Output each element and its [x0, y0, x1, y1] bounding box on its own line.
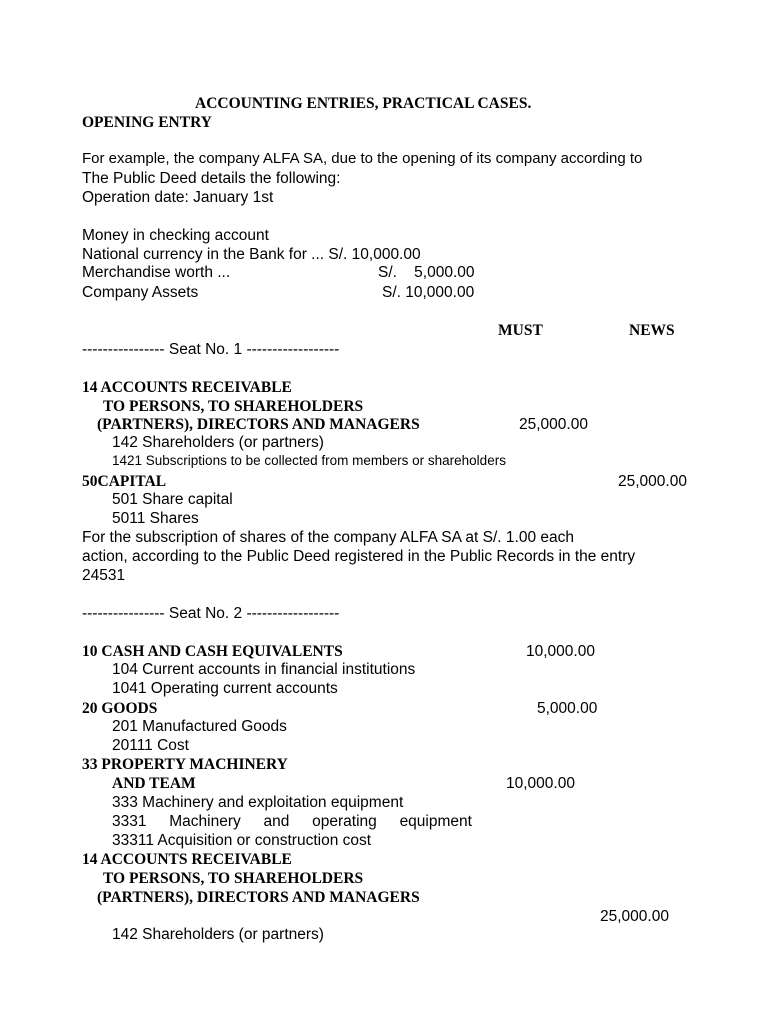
seat-1-note-line-1: For the subscription of shares of the company ALFA SA at S/. 1.00 each	[82, 529, 574, 546]
receivable-sub-1: 142 Shareholders (or partners)	[112, 926, 324, 943]
property-line-1: 33 PROPERTY MACHINERY	[82, 756, 288, 773]
column-must: MUST	[498, 322, 543, 339]
section-heading: OPENING ENTRY	[82, 114, 212, 131]
cash-amount: 10,000.00	[526, 643, 595, 660]
seat-1-credit-line-1: 50CAPITAL	[82, 473, 167, 490]
column-news: NEWS	[629, 322, 675, 339]
seat-1-debit-line-3: (PARTNERS), DIRECTORS AND MANAGERS	[97, 416, 420, 433]
receivable-line-1: 14 ACCOUNTS RECEIVABLE	[82, 851, 292, 868]
goods-sub-1: 201 Manufactured Goods	[112, 718, 287, 735]
goods-amount: 5,000.00	[537, 700, 598, 717]
seat-1-note-line-2: action, according to the Public Deed registered in the Public Records in the entry	[82, 548, 636, 565]
seat-1-debit-sub-2: 1421 Subscriptions to be collected from members or shareholders	[112, 453, 506, 468]
document-title: ACCOUNTING ENTRIES, PRACTICAL CASES.	[195, 95, 532, 112]
receivable-amount: 25,000.00	[600, 908, 669, 925]
cash-sub-2: 1041 Operating current accounts	[112, 680, 338, 697]
asset-company-label: Company Assets	[82, 284, 199, 301]
property-amount: 10,000.00	[506, 775, 575, 792]
intro-line-3: Operation date: January 1st	[82, 189, 274, 206]
asset-merchandise-label: Merchandise worth ...	[82, 264, 231, 281]
property-sub-1: 333 Machinery and exploitation equipment	[112, 794, 404, 811]
cash-sub-1: 104 Current accounts in financial institutions	[112, 661, 416, 678]
property-sub-2-word: Machinery	[169, 813, 241, 830]
property-sub-2-word: operating	[312, 813, 377, 830]
asset-merchandise-amount: S/. 5,000.00	[378, 264, 475, 281]
goods-sub-2: 20111 Cost	[112, 737, 189, 754]
seat-2-label: ---------------- Seat No. 2 ------------------	[82, 605, 340, 622]
intro-line-1: For example, the company ALFA SA, due to the opening of its company according to	[82, 150, 643, 167]
receivable-line-2: TO PERSONS, TO SHAREHOLDERS	[103, 870, 364, 887]
property-sub-2	[112, 814, 472, 830]
property-sub-2-word: equipment	[399, 813, 472, 830]
property-sub-2-word: 3331	[112, 813, 147, 830]
asset-company-amount: S/. 10,000.00	[382, 284, 475, 301]
seat-1-debit-sub-1: 142 Shareholders (or partners)	[112, 434, 324, 451]
assets-header: Money in checking account	[82, 227, 269, 244]
seat-1-credit-amount: 25,000.00	[618, 473, 687, 490]
cash-title: 10 CASH AND CASH EQUIVALENTS	[82, 643, 343, 660]
goods-title: 20 GOODS	[82, 700, 158, 717]
seat-1-label: ---------------- Seat No. 1 ------------------	[82, 341, 340, 358]
seat-1-credit-sub-1: 501 Share capital	[112, 491, 233, 508]
seat-1-note-line-3: 24531	[82, 567, 126, 584]
receivable-line-3: (PARTNERS), DIRECTORS AND MANAGERS	[97, 889, 420, 906]
intro-line-2: The Public Deed details the following:	[82, 170, 341, 187]
seat-1-debit-line-2: TO PERSONS, TO SHAREHOLDERS	[103, 398, 364, 415]
asset-bank-label: National currency in the Bank for ... S/. 10,000.00	[82, 246, 421, 263]
property-sub-2-word: and	[263, 813, 290, 830]
seat-1-debit-line-1: 14 ACCOUNTS RECEIVABLE	[82, 379, 292, 396]
seat-1-debit-amount: 25,000.00	[519, 416, 588, 433]
property-line-2: AND TEAM	[112, 775, 196, 792]
property-sub-3: 33311 Acquisition or construction cost	[112, 832, 372, 849]
seat-1-credit-sub-2: 5011 Shares	[112, 510, 199, 527]
